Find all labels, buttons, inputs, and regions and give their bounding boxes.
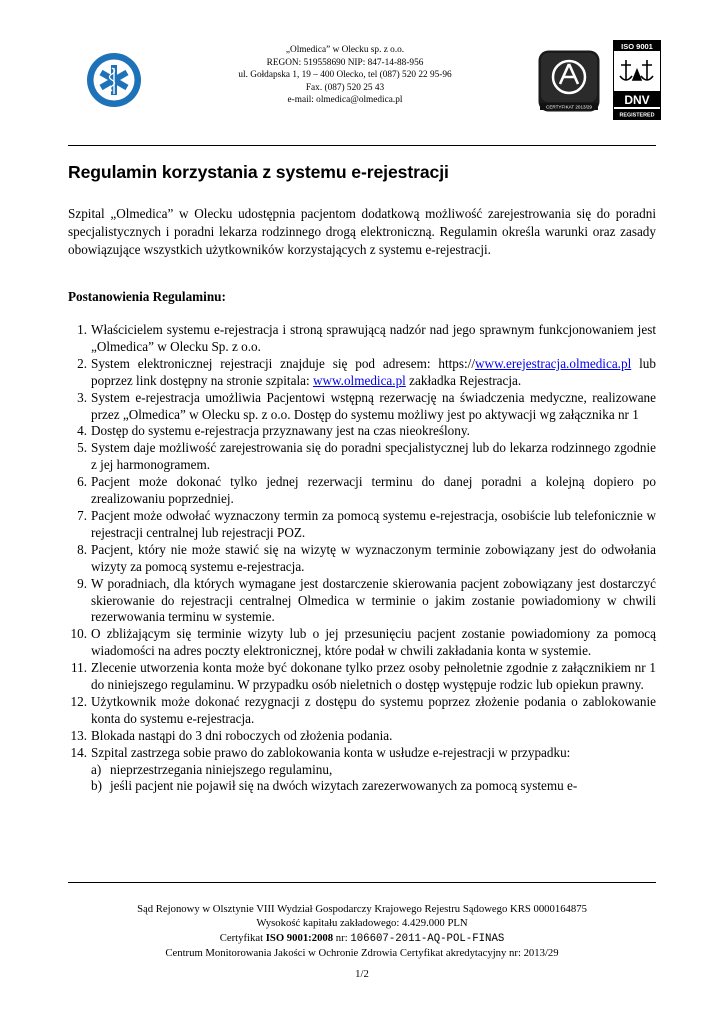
company-info <box>200 44 490 107</box>
section-heading: Postanowienia Regulaminu: <box>68 289 226 304</box>
footer-divider <box>68 882 656 883</box>
company-fax: Fax. (087) 520 25 43 <box>305 82 385 93</box>
olmedica-website-link[interactable]: www.olmedica.pl <box>312 372 406 388</box>
list-item: 3. System e-rejestracja umożliwia Pacjentowi wstępną rezerwację na świadczenia medyczne, realizowane przez „Olmedica” w Olecku sp. z o.o. Dostęp do systemu możliwy jest po aktywacji wg załącznika nr 1 <box>77 389 656 422</box>
list-item: 12. Użytkownik może dokonać rezygnacji z dostępu do systemu poprzez złożenie podania o zablokowanie konta do systemu e-rejestracja. <box>70 693 656 726</box>
page-number: 1/2 <box>355 968 369 980</box>
list-item: 11. Zlecenie utworzenia konta może być dokonane tylko przez osoby pełnoletnie zgodnie z załącznikiem nr 1 do niniejszego regulaminu. W przypadku osób nieletnich o dostęp występuje rodzic lub opiekun prawny. <box>71 660 656 693</box>
iso-label: ISO 9001 <box>621 42 653 51</box>
cert-q-caption: CERTYFIKAT 2013/29 <box>546 104 592 110</box>
list-item: 4. Dostęp do systemu e-rejestracja przyznawany jest na czas nieokreślony. <box>77 423 470 439</box>
sub-list-item: b) jeśli pacjent nie pojawił się na dwóch wizytach zarezerwowanych za pomocą systemu e- <box>91 778 578 794</box>
list-item: 7. Pacjent może odwołać wyznaczony termin za pomocą systemu e-rejestracja, osobiście lub telefonicznie w rejestracji centralnej lub rejestracji POZ. <box>77 507 656 540</box>
list-item: 5. System daje możliwość zarejestrowania się do poradni specjalistycznej lub do lekarza rodzinnego zgodnie z jej harmonogramem. <box>77 440 656 473</box>
dnv-label: DNV <box>624 93 650 107</box>
document-title: Regulamin korzystania z systemu e-rejestracji <box>68 162 449 182</box>
list-item: 6. Pacjent może dokonać tylko jednej rezerwacji terminu do danej poradni a kolejną dopiero po zrealizowaniu poprzedniej. <box>77 474 656 507</box>
erejestracja-link[interactable]: www.erejestracja.olmedica.pl <box>475 355 632 371</box>
footer-certificate: Certyfikat ISO 9001:2008 nr: 106607-2011-AQ-POL-FINAS <box>219 931 505 945</box>
list-item: 1. Właścicielem systemu e-rejestracja i stroną sprawującą nadzór nad jego sprawnym funkcjonowaniem jest „Olmedica” w Olecku Sp. z o.o. <box>77 322 656 354</box>
company-email: e-mail: olmedica@olmedica.pl <box>287 95 403 106</box>
footer-accreditation: Centrum Monitorowania Jakości w Ochronie Zdrowia Certyfikat akredytacyjny nr: 2013/29 <box>165 947 559 960</box>
quality-certificate-icon <box>538 50 600 112</box>
list-item: 9. W poradniach, dla których wymagane jest dostarczenie skierowania pacjent zobowiązany jest dostarczyć skierowanie do rejestracji centralnej Olmedica w terminie o jakim zostanie powiadomiony w chwili rezerwowania terminu w systemie. <box>77 575 656 625</box>
company-address: ul. Gołdapska 1, 19 – 400 Olecko, tel (087) 520 22 95-96 <box>238 70 452 81</box>
list-item: 8. Pacjent, który nie może stawić się na wizytę w wyznaczonym terminie zobowiązany jest do odwołania wizyty za pomocą systemu e-rejestracja. <box>77 541 656 574</box>
rules-list <box>68 322 656 795</box>
footer-capital: Wysokość kapitału zakładowego: 4.429.000 PLN <box>256 917 468 930</box>
footer-court-registry: Sąd Rejonowy w Olsztynie VIII Wydział Gospodarczy Krajowego Rejestru Sądowego KRS 0000164875 <box>137 903 587 915</box>
list-item: 2. System elektronicznej rejestracji znajduje się pod adresem: https://www.erejestracja.olmedica.pl lub poprzez link dostępny na stronie szpitala: www.olmedica.pl zakładka Rejestracja. <box>77 355 656 388</box>
footer <box>68 902 656 961</box>
list-item: 14. Szpital zastrzega sobie prawo do zablokowania konta w usłudze e-rejestracji w przypadku: <box>70 744 571 760</box>
company-name: „Olmedica” w Olecku sp. z o.o. <box>285 45 405 55</box>
iso-dnv-badge-icon <box>613 40 661 120</box>
regon-nip: REGON: 519558690 NIP: 847-14-88-956 <box>266 57 424 68</box>
registered-label: REGISTERED <box>619 112 655 119</box>
header-divider <box>68 145 656 146</box>
list-item: 13. Blokada nastąpi do 3 dni roboczych od złożenia podania. <box>70 727 393 743</box>
olmedica-logo-icon <box>86 52 142 108</box>
list-item: 10. O zbliżającym się terminie wizyty lub o jej przesunięciu pacjent zostanie powiadomiony za pomocą wiadomości na adres poczty elektronicznej, które podał w chwili zakładania konta w systemie. <box>70 626 656 659</box>
sub-list-item: a) nieprzestrzegania niniejszego regulaminu, <box>91 761 333 777</box>
intro-paragraph: Szpital „Olmedica” w Olecku udostępnia pacjentom dodatkową możliwość zarejestrowania się do poradni specjalistycznych i poradni lekarza rodzinnego drogą elektroniczną. Regulamin określa warunki oraz zasady obowiązujące wszystkich użytkowników korzystających z systemu e-rejestracji. <box>68 206 656 258</box>
